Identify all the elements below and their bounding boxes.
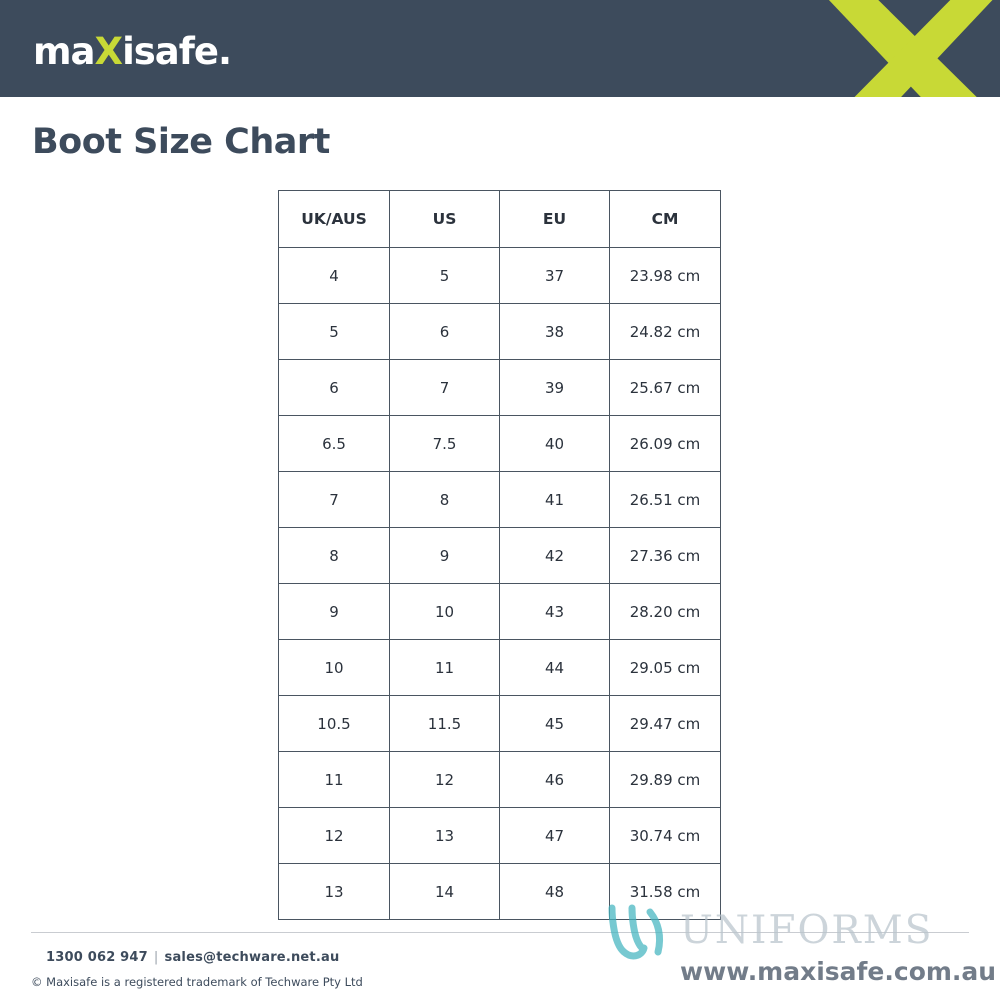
logo-text-x: X: [94, 30, 123, 73]
cell-uk-aus: 11: [279, 752, 390, 808]
cell-us: 11.5: [390, 696, 500, 752]
cell-eu: 40: [500, 416, 610, 472]
cell-cm: 29.05 cm: [610, 640, 721, 696]
cell-cm: 28.20 cm: [610, 584, 721, 640]
column-header-us: US: [390, 191, 500, 248]
table-row: [279, 528, 721, 584]
table-row: [279, 416, 721, 472]
cell-us: 8: [390, 472, 500, 528]
cell-uk-aus: 13: [279, 864, 390, 920]
uniforms-watermark: [602, 902, 997, 994]
watermark-url[interactable]: www.maxisafe.com.au: [680, 957, 997, 986]
cell-us: 6: [390, 304, 500, 360]
footer-trademark: © Maxisafe is a registered trademark of Techware Pty Ltd: [31, 975, 363, 989]
cell-us: 7.5: [390, 416, 500, 472]
column-header-uk-aus: UK/AUS: [279, 191, 390, 248]
cell-us: 9: [390, 528, 500, 584]
cell-us: 12: [390, 752, 500, 808]
column-header-eu: EU: [500, 191, 610, 248]
page-header: [0, 0, 1000, 97]
table-row: [279, 696, 721, 752]
table-row: [279, 640, 721, 696]
page-title: Boot Size Chart: [32, 122, 330, 162]
cell-cm: 27.36 cm: [610, 528, 721, 584]
uniforms-logo-icon: [602, 904, 674, 966]
table-row: [279, 360, 721, 416]
cell-eu: 46: [500, 752, 610, 808]
cell-uk-aus: 7: [279, 472, 390, 528]
logo-text-pre: ma: [33, 30, 95, 73]
footer-contact: [46, 950, 339, 965]
cell-us: 10: [390, 584, 500, 640]
cell-cm: 23.98 cm: [610, 248, 721, 304]
watermark-brand: UNIFORMS: [680, 908, 934, 953]
cell-cm: 29.89 cm: [610, 752, 721, 808]
footer-separator: |: [153, 950, 159, 965]
cell-cm: 26.51 cm: [610, 472, 721, 528]
cell-eu: 38: [500, 304, 610, 360]
boot-size-table: [278, 190, 721, 920]
cell-us: 7: [390, 360, 500, 416]
cell-uk-aus: 10.5: [279, 696, 390, 752]
size-chart-container: [278, 190, 720, 920]
cell-uk-aus: 4: [279, 248, 390, 304]
footer-email[interactable]: sales@techware.net.au: [164, 950, 340, 965]
cell-eu: 41: [500, 472, 610, 528]
column-header-cm: CM: [610, 191, 721, 248]
logo-text-post: isafe: [122, 30, 218, 73]
cell-cm: 26.09 cm: [610, 416, 721, 472]
cell-cm: 31.58 cm: [610, 864, 721, 920]
cell-uk-aus: 9: [279, 584, 390, 640]
cell-uk-aus: 12: [279, 808, 390, 864]
cell-eu: 45: [500, 696, 610, 752]
table-row: [279, 304, 721, 360]
table-row: [279, 248, 721, 304]
cell-uk-aus: 8: [279, 528, 390, 584]
cell-uk-aus: 6: [279, 360, 390, 416]
cell-eu: 48: [500, 864, 610, 920]
cell-us: 14: [390, 864, 500, 920]
cell-cm: 24.82 cm: [610, 304, 721, 360]
table-row: [279, 808, 721, 864]
cell-uk-aus: 6.5: [279, 416, 390, 472]
cell-us: 13: [390, 808, 500, 864]
table-row: [279, 472, 721, 528]
cell-eu: 44: [500, 640, 610, 696]
cell-eu: 43: [500, 584, 610, 640]
cell-cm: 25.67 cm: [610, 360, 721, 416]
cell-cm: 29.47 cm: [610, 696, 721, 752]
table-row: [279, 584, 721, 640]
cell-uk-aus: 10: [279, 640, 390, 696]
maxisafe-logo: [33, 30, 231, 73]
cell-uk-aus: 5: [279, 304, 390, 360]
cell-eu: 42: [500, 528, 610, 584]
cell-us: 5: [390, 248, 500, 304]
cell-eu: 47: [500, 808, 610, 864]
logo-dot: .: [217, 30, 231, 73]
cell-cm: 30.74 cm: [610, 808, 721, 864]
footer-phone: 1300 062 947: [46, 950, 148, 965]
cell-us: 11: [390, 640, 500, 696]
cell-eu: 39: [500, 360, 610, 416]
x-graphic-icon: [780, 0, 1000, 97]
table-row: [279, 752, 721, 808]
table-header-row: [279, 191, 721, 248]
cell-eu: 37: [500, 248, 610, 304]
